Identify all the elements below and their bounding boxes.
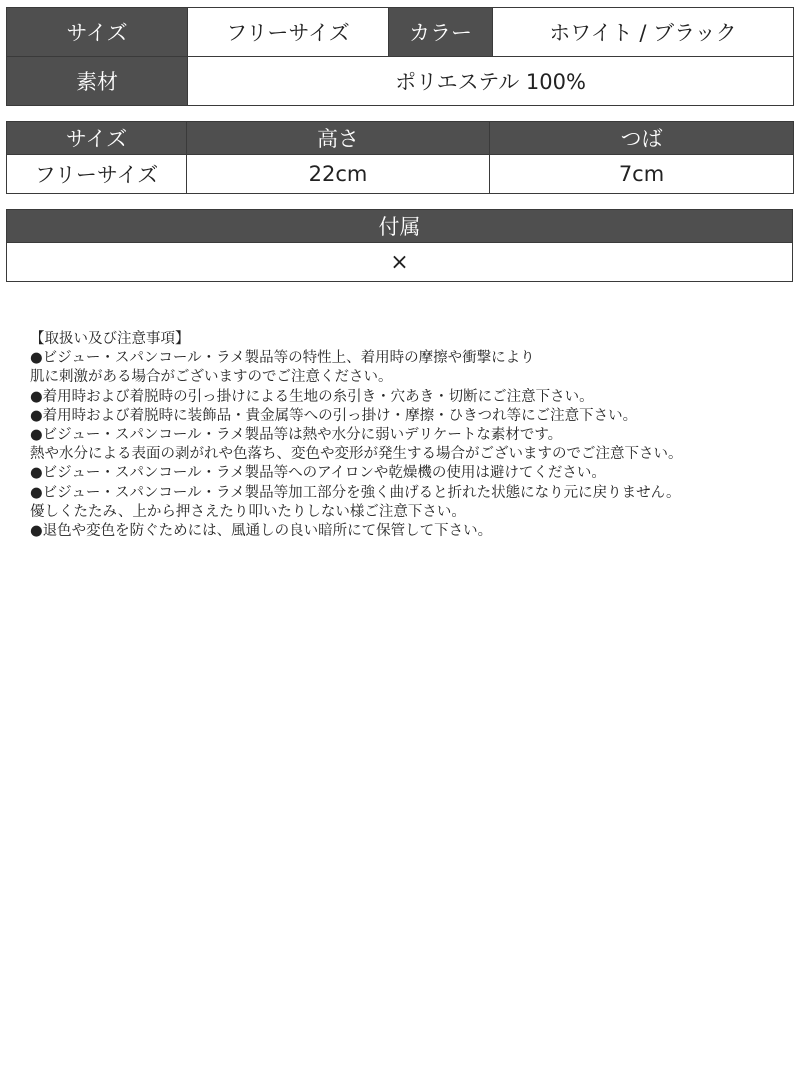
table-row [7,57,794,106]
table-header-row [7,210,793,243]
notes-line: ●ビジュー・スパンコール・ラメ製品等の特性上、着用時の摩擦や衝撃により [30,350,535,367]
notes-line: 優しくたたみ、上から押さえたり叩いたりしない様ご注意下さい。 [30,503,466,520]
notes-line: 肌に刺激がある場合がございますのでご注意ください。 [30,369,393,386]
notes-title: 【取扱い及び注意事項】 [30,331,190,347]
size-label: サイズ [7,8,188,57]
accessories-label: 付属 [7,210,793,243]
color-value: ホワイト / ブラック [493,8,794,57]
table-row [7,243,793,282]
notes-line: 熱や水分による表面の剥がれや色落ち、変色や変形が発生する場合がございますのでご注意下さい。 [30,446,683,463]
material-value: ポリエステル 100% [188,57,794,106]
notes-line: ●着用時および着脱時の引っ掛けによる生地の糸引き・穴あき・切断にご注意下さい。 [30,388,594,405]
spec-table [6,7,794,106]
column-header-size: サイズ [7,122,187,155]
notes-line: ●ビジュー・スパンコール・ラメ製品等へのアイロンや乾燥機の使用は避けてください。 [30,465,606,482]
cell-height: 22cm [187,155,490,194]
notes-line: ●着用時および着脱時に装飾品・貴金属等への引っ掛け・摩擦・ひきつれ等にご注意下さい。 [30,407,638,424]
cross-mark: × [390,249,409,275]
notes-line: ●ビジュー・スパンコール・ラメ製品等加工部分を強く曲げると折れた状態になり元に戻りません。 [30,484,681,501]
notes-line: ●退色や変色を防ぐためには、風通しの良い暗所にて保管して下さい。 [30,523,493,540]
notes-line: ●ビジュー・スパンコール・ラメ製品等は熱や水分に弱いデリケートな素材です。 [30,427,563,444]
cell-brim: 7cm [490,155,794,194]
care-notes [30,330,790,541]
accessories-table [6,209,793,282]
accessories-value [7,243,793,282]
table-header-row [7,122,794,155]
color-label: カラー [389,8,493,57]
material-label: 素材 [7,57,188,106]
cell-size: フリーサイズ [7,155,187,194]
table-row [7,155,794,194]
dimensions-table [6,121,794,194]
column-header-brim: つば [490,122,794,155]
size-value: フリーサイズ [188,8,389,57]
table-row [7,8,794,57]
column-header-height: 高さ [187,122,490,155]
